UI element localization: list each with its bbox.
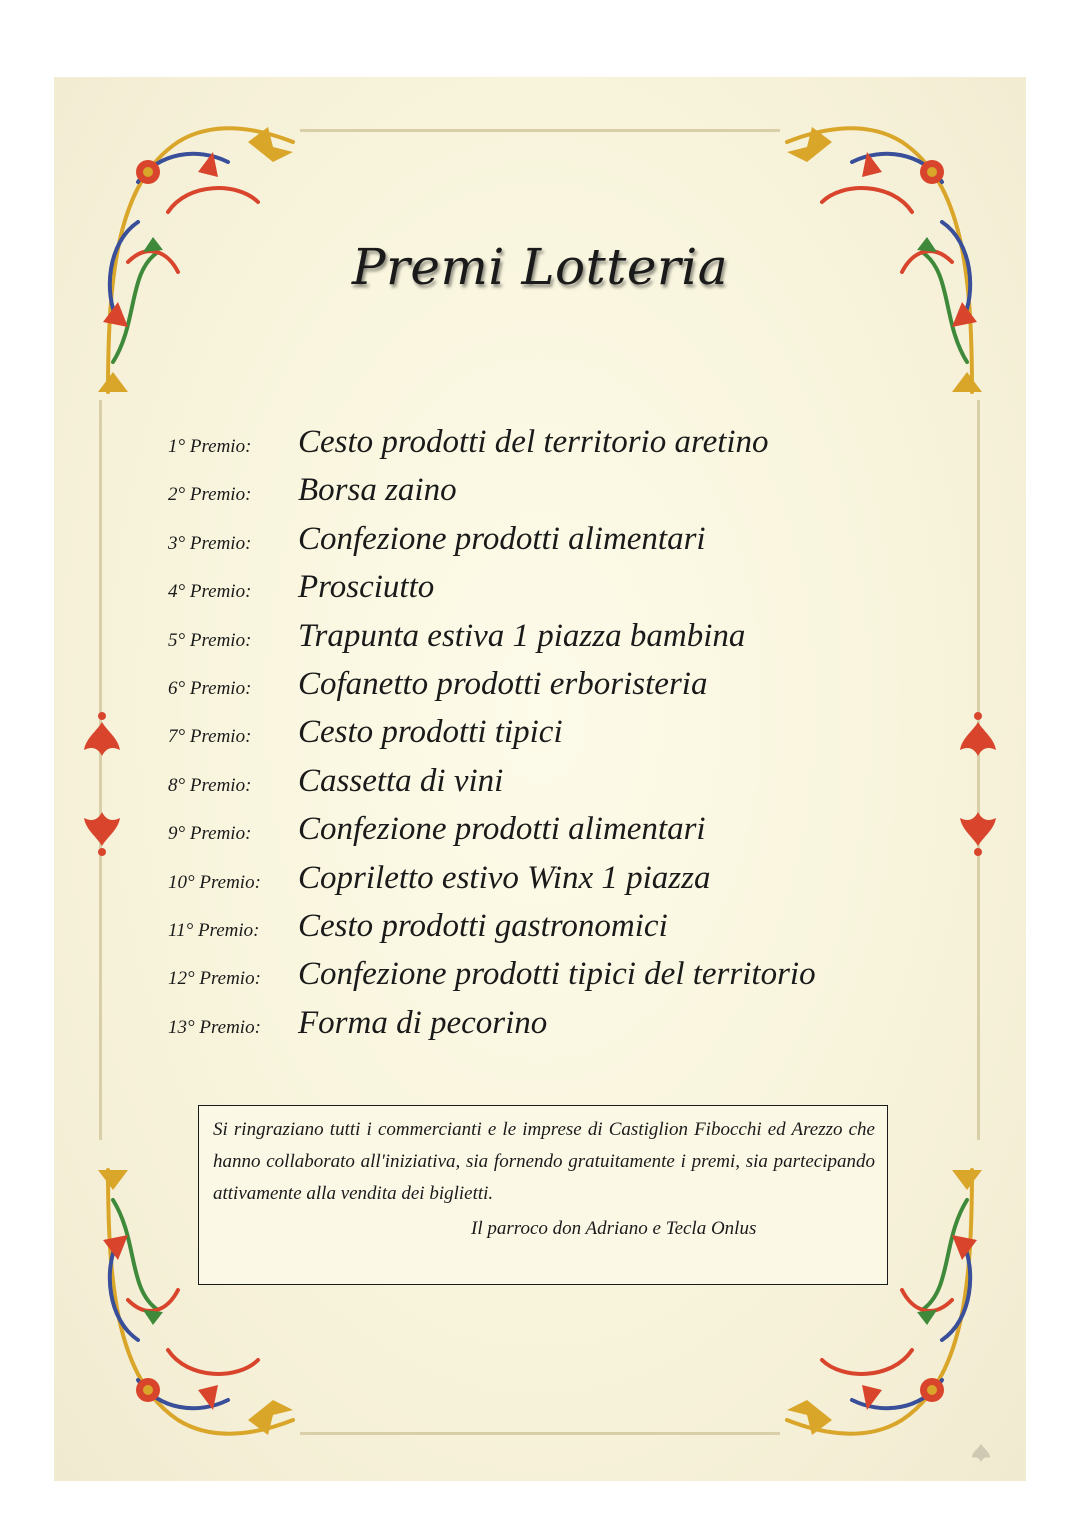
prize-item — [168, 472, 928, 520]
prize-value: Cesto prodotti del territorio aretino — [298, 424, 769, 460]
prize-label: 12° Premio: — [168, 968, 261, 990]
prize-item — [168, 618, 928, 666]
prize-list — [168, 424, 928, 1053]
thanks-text: Si ringraziano tutti i commercianti e le imprese di Castiglion Fibocchi ed Arezzo che hanno collaborato all'iniziativa, sia fornendo gratuitamente i premi, sia partecipando attivamente alla vendita dei biglietti. — [213, 1119, 875, 1204]
prize-label: 11° Premio: — [168, 919, 260, 941]
lily-ornament-left-lower — [82, 808, 122, 858]
prize-item — [168, 908, 928, 956]
prize-label: 8° Premio: — [168, 774, 252, 796]
prize-item — [168, 714, 928, 762]
prize-value: Borsa zaino — [298, 472, 457, 509]
lily-ornament-left-upper — [82, 710, 122, 760]
prize-label: 10° Premio: — [168, 871, 261, 893]
prize-label: 1° Premio: — [168, 436, 252, 457]
prize-value: Confezione prodotti alimentari — [298, 520, 706, 557]
prize-value: Trapunta estiva 1 piazza bambina — [298, 617, 746, 654]
prize-label: 6° Premio: — [168, 677, 252, 699]
prize-item — [168, 666, 928, 714]
prize-value: Prosciutto — [298, 569, 435, 606]
prize-item — [168, 811, 928, 859]
frame-line-bottom — [300, 1432, 780, 1435]
prize-value: Confezione prodotti tipici del territorio — [298, 956, 816, 993]
prize-value: Cofanetto prodotti erboristeria — [298, 665, 708, 702]
lily-ornament-icon — [82, 808, 122, 858]
prize-label: 4° Premio: — [168, 581, 252, 603]
prize-value: Cassetta di vini — [298, 762, 504, 799]
signature: Il parroco don Adriano e Tecla Onlus — [471, 1218, 757, 1239]
prize-label: 7° Premio: — [168, 726, 252, 748]
prize-item — [168, 763, 928, 811]
lily-ornament-icon — [958, 710, 998, 760]
prize-item — [168, 1005, 928, 1053]
lily-ornament-right-upper — [958, 710, 998, 760]
prize-value: Cesto prodotti gastronomici — [298, 907, 668, 944]
prize-item — [168, 424, 928, 472]
frame-line-right — [977, 400, 980, 1140]
lily-ornament-right-lower — [958, 808, 998, 858]
prize-label: 3° Premio: — [168, 532, 252, 554]
prize-label: 2° Premio: — [168, 484, 252, 506]
page-title: Premi Lotteria — [351, 238, 729, 296]
prize-label: 13° Premio: — [168, 1016, 261, 1038]
watermark-logo-icon — [970, 1440, 992, 1468]
thanks-box — [198, 1105, 888, 1285]
lily-ornament-icon — [958, 808, 998, 858]
prize-value: Cesto prodotti tipici — [298, 714, 563, 751]
prize-item — [168, 956, 928, 1004]
prize-label: 9° Premio: — [168, 823, 252, 845]
prize-label: 5° Premio: — [168, 629, 252, 651]
prize-item — [168, 860, 928, 908]
prize-value: Forma di pecorino — [298, 1004, 548, 1041]
prize-item — [168, 521, 928, 569]
lily-ornament-icon — [82, 710, 122, 760]
frame-line-top — [300, 129, 780, 132]
prize-value: Copriletto estivo Winx 1 piazza — [298, 859, 711, 896]
prize-item — [168, 569, 928, 617]
frame-line-left — [99, 400, 102, 1140]
prize-value: Confezione prodotti alimentari — [298, 811, 706, 848]
